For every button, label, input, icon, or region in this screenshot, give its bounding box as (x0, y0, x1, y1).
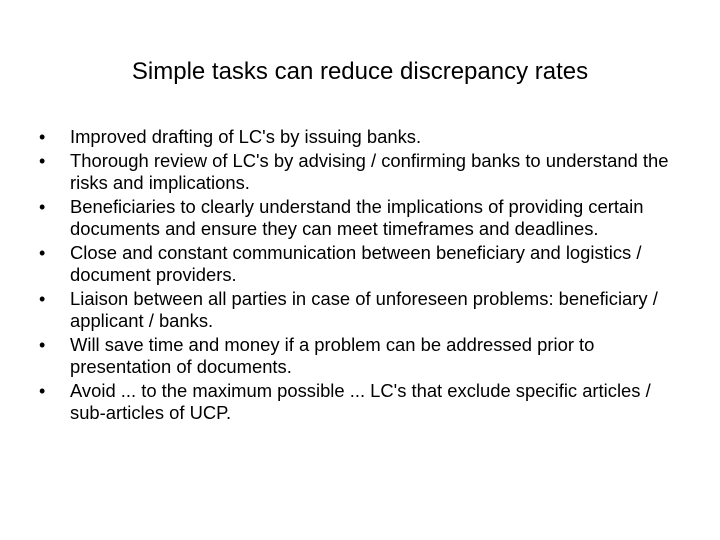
bullet-text: Will save time and money if a problem can be addressed prior to presentation of documents. (70, 333, 595, 377)
bullet-icon: • (39, 242, 46, 263)
bullet-icon: • (39, 334, 46, 355)
slide-title: Simple tasks can reduce discrepancy rates (131, 58, 589, 85)
bullet-icon: • (39, 196, 46, 217)
list-item (36, 196, 676, 241)
bullet-icon: • (39, 288, 46, 309)
bullet-text: Improved drafting of LC's by issuing banks. (70, 126, 422, 147)
list-item (36, 334, 676, 379)
bullet-icon: • (39, 127, 46, 147)
list-item (36, 150, 676, 195)
list-item (36, 380, 676, 425)
bullet-text: Close and constant communication between beneficiary and logistics / document providers. (70, 241, 642, 285)
list-item (36, 126, 676, 149)
bullet-icon: • (39, 380, 46, 401)
list-item (36, 288, 676, 333)
bullet-list (36, 126, 676, 426)
bullet-text: Thorough review of LC's by advising / confirming banks to understand the risks and implications. (70, 149, 669, 193)
bullet-text: Avoid ... to the maximum possible ... LC's that exclude specific articles / sub-articles of UCP. (70, 379, 651, 423)
bullet-text: Beneficiaries to clearly understand the implications of providing certain documents and ensure they can meet timeframes and deadlines. (70, 195, 644, 239)
list-item (36, 242, 676, 287)
bullet-text: Liaison between all parties in case of unforeseen problems: beneficiary / applicant / banks. (70, 287, 658, 331)
bullet-icon: • (39, 150, 46, 171)
